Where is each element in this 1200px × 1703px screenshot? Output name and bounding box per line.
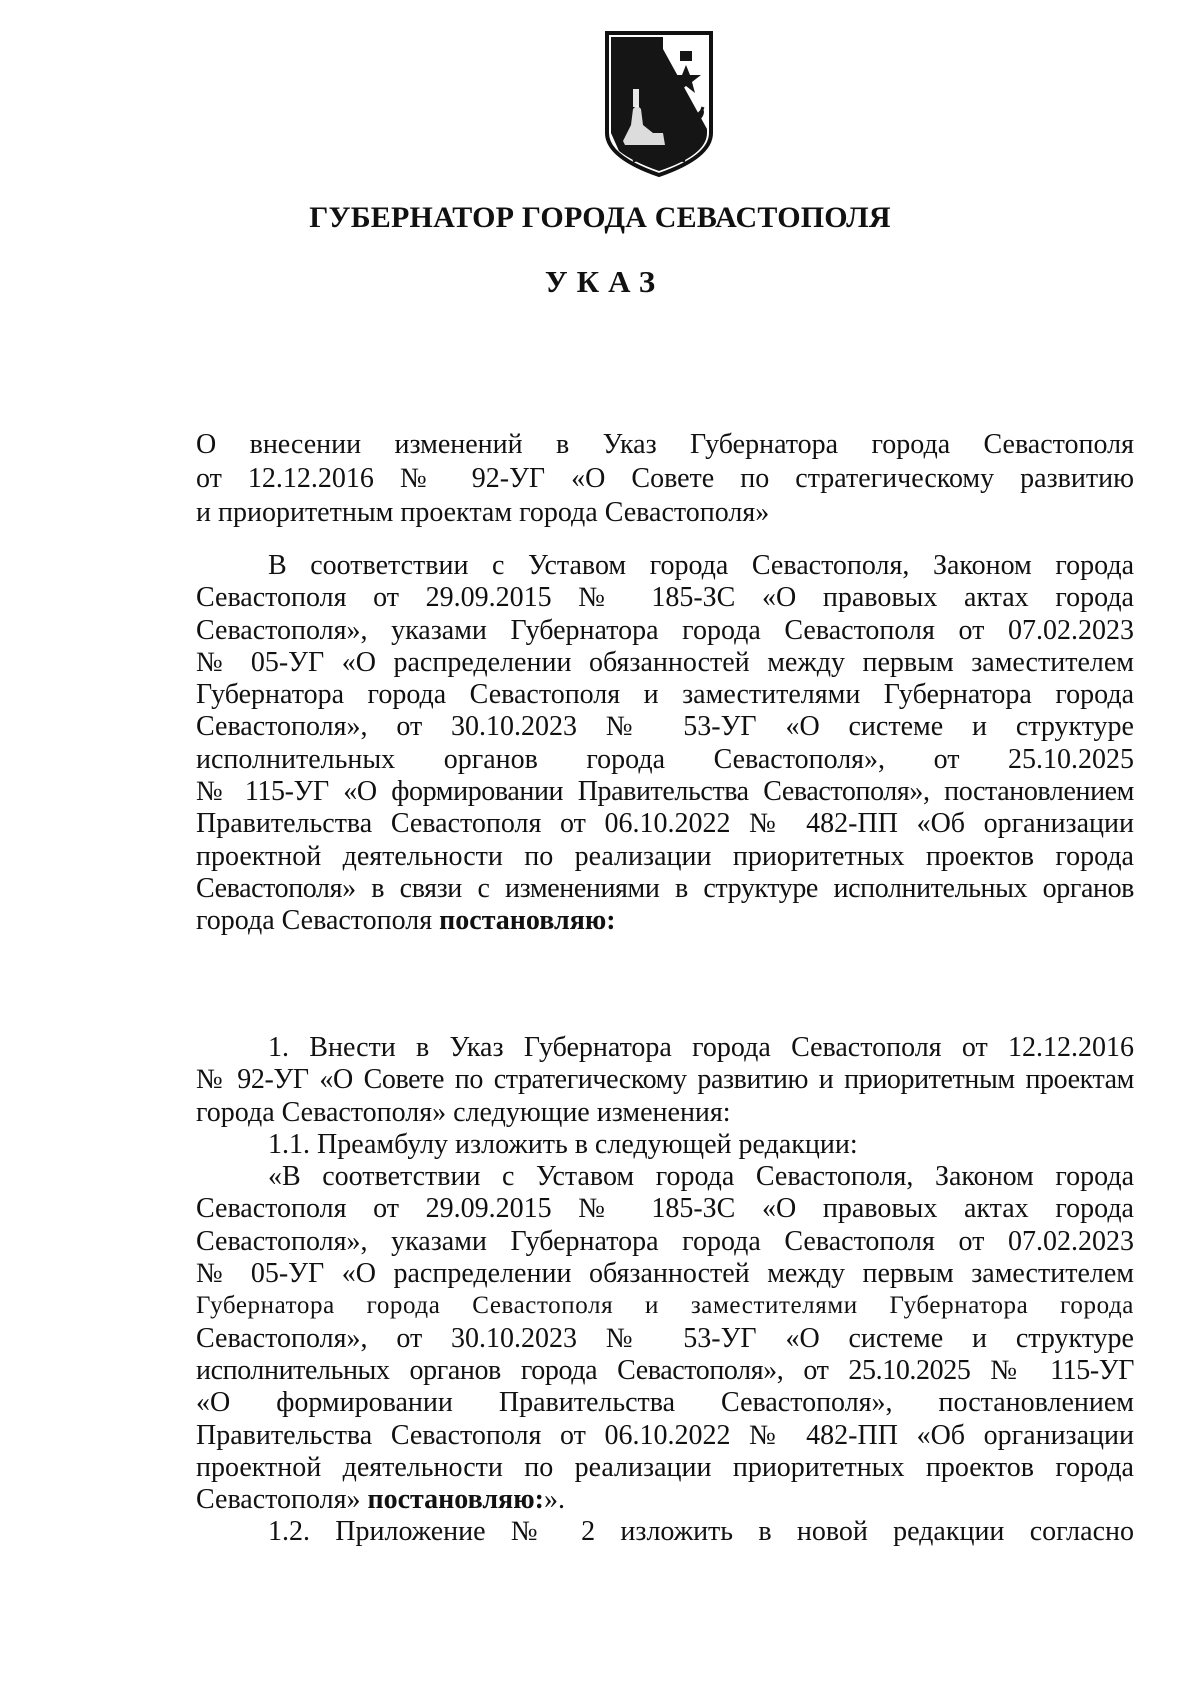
quote-line: Севастополя от 29.09.2015 № 185-ЗС «О правовых актах города xyxy=(196,1193,1134,1225)
item-1-1-line: 1.1. Преамбулу изложить в следующей редакции: xyxy=(268,1128,858,1160)
quote-line: «О формировании Правительства Севастополя», постановлением xyxy=(196,1387,1134,1419)
preamble-paragraph xyxy=(196,550,1134,938)
preamble-line: Севастополя от 29.09.2015 № 185-ЗС «О правовых актах города xyxy=(196,582,1134,614)
title-line: и приоритетным проектам города Севастополя» xyxy=(196,497,770,528)
preamble-line: № 115-УГ «О формировании Правительства Севастополя», постановлением xyxy=(196,776,1134,808)
quote-line: Севастополя», указами Губернатора города Севастополя от 07.02.2023 xyxy=(196,1225,1134,1257)
preamble-line: № 05-УГ «О распределении обязанностей между первым заместителем xyxy=(196,646,1134,678)
quote-closing-line xyxy=(196,1484,1134,1516)
quote-line: проектной деятельности по реализации приоритетных проектов города xyxy=(196,1451,1134,1483)
preamble-line: Севастополя», от 30.10.2023 № 53-УГ «О системе и структуре xyxy=(196,711,1134,743)
preamble-line: Севастополя», указами Губернатора города Севастополя от 07.02.2023 xyxy=(196,614,1134,646)
item-1-paragraph xyxy=(196,1032,1134,1549)
document-title xyxy=(196,428,1134,530)
item-1-line: 1. Внести в Указ Губернатора города Севастополя от 12.12.2016 xyxy=(268,1032,1134,1063)
quote-line: Губернатора города Севастополя и заместителями Губернатора города xyxy=(196,1292,1134,1320)
preamble-line: Правительства Севастополя от 06.10.2022 № 482-ПП «Об организации xyxy=(196,808,1134,840)
preamble-line: В соответствии с Уставом города Севастополя, Законом города xyxy=(268,550,1134,581)
document-type-heading: УКАЗ xyxy=(544,264,665,299)
decree-colon: : xyxy=(606,905,616,937)
preamble-line: проектной деятельности по реализации приоритетных проектов города xyxy=(196,840,1134,872)
item-1-2-line: 1.2. Приложение № 2 изложить в новой редакции согласно xyxy=(268,1516,1134,1548)
quote-line: Севастополя», от 30.10.2023 № 53-УГ «О системе и структуре xyxy=(196,1322,1134,1354)
preamble-closing-line xyxy=(196,905,1134,937)
title-line: О внесении изменений в Указ Губернатора города Севастополя xyxy=(196,429,1134,460)
preamble-closing-text: города Севастополя xyxy=(196,905,440,937)
item-1-line: города Севастополя» следующие изменения: xyxy=(196,1096,731,1128)
quote-line: исполнительных органов города Севастополя», от 25.10.2025 № 115-УГ xyxy=(196,1354,1134,1386)
quote-decree-verb: постановляю xyxy=(367,1484,535,1516)
decree-verb: постановляю xyxy=(439,905,607,937)
preamble-line: исполнительных органов города Севастополя», от 25.10.2025 xyxy=(196,743,1134,775)
title-line: от 12.12.2016 № 92-УГ «О Совете по стратегическому развитию xyxy=(196,463,1134,494)
quote-line: Правительства Севастополя от 06.10.2022 № 482-ПП «Об организации xyxy=(196,1419,1134,1451)
authority-heading: ГУБЕРНАТОР ГОРОДА СЕВАСТОПОЛЯ xyxy=(309,201,891,234)
preamble-line: Севастополя» в связи с изменениями в структуре исполнительных органов xyxy=(196,872,1134,904)
preamble-line: Губернатора города Севастополя и заместителями Губернатора города xyxy=(196,679,1134,711)
item-1-line: № 92-УГ «О Совете по стратегическому развитию и приоритетным проектам xyxy=(196,1064,1134,1096)
quote-line: № 05-УГ «О распределении обязанностей между первым заместителем xyxy=(196,1258,1134,1290)
quote-closing-tail: ». xyxy=(543,1484,565,1516)
coat-of-arms-icon xyxy=(603,29,715,179)
quote-line: «В соответствии с Уставом города Севастополя, Законом города xyxy=(268,1161,1134,1193)
quote-closing-text: Севастополя» xyxy=(196,1484,368,1516)
quote-decree-colon: : xyxy=(534,1484,544,1516)
